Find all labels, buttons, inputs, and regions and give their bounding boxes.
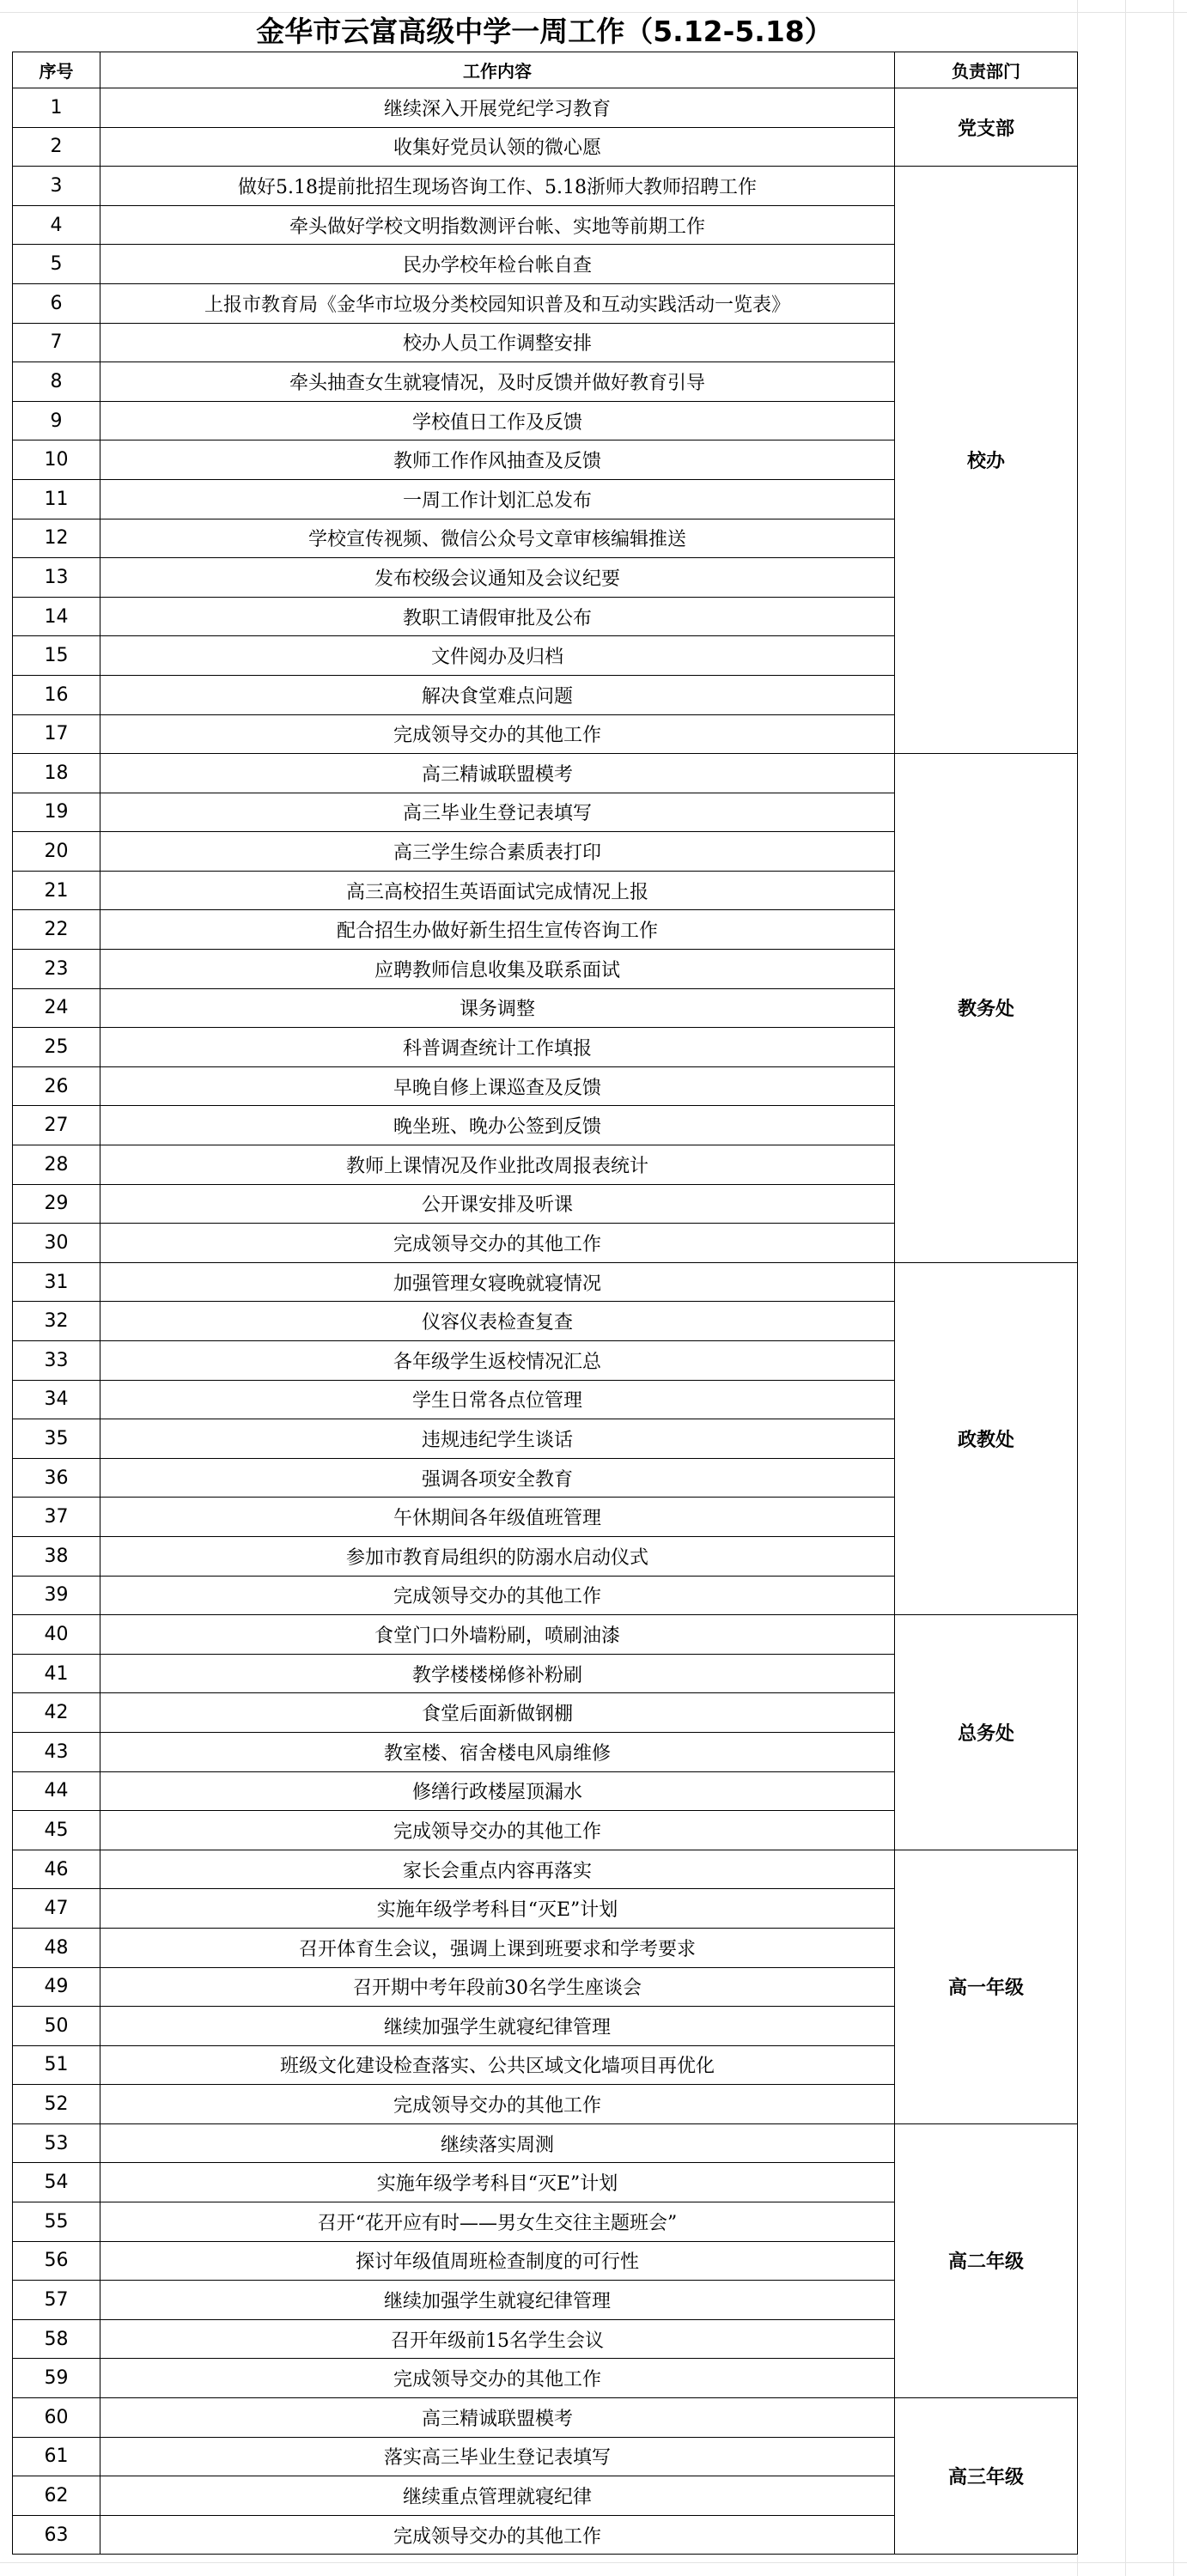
row-number-cell: 22 <box>13 910 100 950</box>
task-cell: 召开“花开应有时——男女生交往主题班会” <box>100 2202 895 2242</box>
row-number-cell: 28 <box>13 1145 100 1185</box>
row-number-cell: 48 <box>13 1928 100 1967</box>
task-cell: 教师工作作风抽查及反馈 <box>100 440 895 480</box>
row-number-cell: 18 <box>13 754 100 793</box>
table-row <box>13 1262 1078 1302</box>
row-number-cell: 24 <box>13 988 100 1028</box>
row-number-cell: 17 <box>13 714 100 754</box>
header-row <box>13 52 1078 88</box>
department-cell: 总务处 <box>895 1615 1078 1850</box>
task-cell: 应聘教师信息收集及联系面试 <box>100 950 895 989</box>
table-row <box>13 2123 1078 2163</box>
task-cell: 食堂后面新做钢棚 <box>100 1693 895 1733</box>
task-cell: 高三学生综合素质表打印 <box>100 832 895 872</box>
row-number-cell: 56 <box>13 2241 100 2281</box>
department-cell: 政教处 <box>895 1262 1078 1614</box>
page-title: 金华市云富高级中学一周工作（5.12-5.18） <box>256 15 833 48</box>
task-cell: 解决食堂难点问题 <box>100 675 895 714</box>
row-number-cell: 47 <box>13 1889 100 1929</box>
task-cell: 教学楼楼梯修补粉刷 <box>100 1654 895 1693</box>
task-cell: 高三高校招生英语面试完成情况上报 <box>100 871 895 910</box>
task-cell: 高三精诚联盟模考 <box>100 2398 895 2438</box>
task-cell: 上报市教育局《金华市垃圾分类校园知识普及和互动实践活动一览表》 <box>100 283 895 323</box>
row-number-cell: 3 <box>13 167 100 206</box>
task-cell: 班级文化建设检查落实、公共区域文化墙项目再优化 <box>100 2045 895 2085</box>
task-cell: 完成领导交办的其他工作 <box>100 1576 895 1615</box>
task-cell: 参加市教育局组织的防溺水启动仪式 <box>100 1536 895 1576</box>
task-cell: 实施年级学考科目“灭E”计划 <box>100 2163 895 2202</box>
row-number-cell: 1 <box>13 88 100 128</box>
task-cell: 学校宣传视频、微信公众号文章审核编辑推送 <box>100 519 895 558</box>
row-number-cell: 38 <box>13 1536 100 1576</box>
task-cell: 文件阅办及归档 <box>100 636 895 676</box>
table-body <box>13 88 1078 2555</box>
row-number-cell: 32 <box>13 1302 100 1341</box>
row-number-cell: 40 <box>13 1615 100 1655</box>
row-number-cell: 39 <box>13 1576 100 1615</box>
row-number-cell: 55 <box>13 2202 100 2242</box>
task-cell: 完成领导交办的其他工作 <box>100 2515 895 2555</box>
work-table <box>12 52 1078 2555</box>
row-number-cell: 63 <box>13 2515 100 2555</box>
row-number-cell: 42 <box>13 1693 100 1733</box>
task-cell: 配合招生办做好新生招生宣传咨询工作 <box>100 910 895 950</box>
row-number-cell: 57 <box>13 2281 100 2320</box>
task-cell: 继续重点管理就寝纪律 <box>100 2476 895 2516</box>
task-cell: 召开体育生会议，强调上课到班要求和学考要求 <box>100 1928 895 1967</box>
header-department: 负责部门 <box>895 52 1078 88</box>
row-number-cell: 53 <box>13 2123 100 2163</box>
task-cell: 午休期间各年级值班管理 <box>100 1498 895 1537</box>
row-number-cell: 61 <box>13 2437 100 2476</box>
task-cell: 科普调查统计工作填报 <box>100 1028 895 1067</box>
row-number-cell: 36 <box>13 1458 100 1498</box>
row-number-cell: 6 <box>13 283 100 323</box>
row-number-cell: 4 <box>13 205 100 245</box>
table-row <box>13 167 1078 206</box>
task-cell: 晚坐班、晚办公签到反馈 <box>100 1106 895 1145</box>
row-number-cell: 51 <box>13 2045 100 2085</box>
row-number-cell: 59 <box>13 2359 100 2398</box>
task-cell: 收集好党员认领的微心愿 <box>100 127 895 167</box>
task-cell: 完成领导交办的其他工作 <box>100 2359 895 2398</box>
column-gridline <box>1173 0 1174 2576</box>
task-cell: 牵头抽查女生就寝情况，及时反馈并做好教育引导 <box>100 362 895 402</box>
task-cell: 落实高三毕业生登记表填写 <box>100 2437 895 2476</box>
task-cell: 仪容仪表检查复查 <box>100 1302 895 1341</box>
row-number-cell: 34 <box>13 1380 100 1419</box>
row-number-cell: 15 <box>13 636 100 676</box>
row-number-cell: 46 <box>13 1850 100 1889</box>
department-cell: 高一年级 <box>895 1850 1078 2123</box>
row-number-cell: 30 <box>13 1224 100 1263</box>
task-cell: 完成领导交办的其他工作 <box>100 714 895 754</box>
task-cell: 完成领导交办的其他工作 <box>100 1224 895 1263</box>
task-cell: 早晚自修上课巡查及反馈 <box>100 1066 895 1106</box>
row-number-cell: 21 <box>13 871 100 910</box>
table-row <box>13 1615 1078 1655</box>
department-cell: 党支部 <box>895 88 1078 167</box>
department-cell: 高三年级 <box>895 2398 1078 2555</box>
row-number-cell: 8 <box>13 362 100 402</box>
row-number-cell: 16 <box>13 675 100 714</box>
task-cell: 实施年级学考科目“灭E”计划 <box>100 1889 895 1929</box>
department-cell: 教务处 <box>895 754 1078 1263</box>
row-number-cell: 25 <box>13 1028 100 1067</box>
row-number-cell: 41 <box>13 1654 100 1693</box>
task-cell: 教室楼、宿舍楼电风扇维修 <box>100 1732 895 1771</box>
row-number-cell: 45 <box>13 1811 100 1850</box>
task-cell: 家长会重点内容再落实 <box>100 1850 895 1889</box>
row-number-cell: 20 <box>13 832 100 872</box>
row-number-cell: 44 <box>13 1771 100 1811</box>
task-cell: 完成领导交办的其他工作 <box>100 2085 895 2124</box>
table-row <box>13 88 1078 128</box>
task-cell: 召开期中考年段前30名学生座谈会 <box>100 1967 895 2007</box>
task-cell: 校办人员工作调整安排 <box>100 323 895 362</box>
task-cell: 继续加强学生就寝纪律管理 <box>100 2281 895 2320</box>
task-cell: 一周工作计划汇总发布 <box>100 479 895 519</box>
row-number-cell: 62 <box>13 2476 100 2516</box>
task-cell: 各年级学生返校情况汇总 <box>100 1341 895 1381</box>
row-number-cell: 27 <box>13 1106 100 1145</box>
row-number-cell: 35 <box>13 1419 100 1459</box>
row-number-cell: 9 <box>13 401 100 440</box>
row-number-cell: 52 <box>13 2085 100 2124</box>
row-number-cell: 12 <box>13 519 100 558</box>
task-cell: 违规违纪学生谈话 <box>100 1419 895 1459</box>
task-cell: 民办学校年检台帐自查 <box>100 245 895 284</box>
row-number-cell: 26 <box>13 1066 100 1106</box>
task-cell: 教师上课情况及作业批改周报表统计 <box>100 1145 895 1185</box>
task-cell: 高三精诚联盟模考 <box>100 754 895 793</box>
task-cell: 继续深入开展党纪学习教育 <box>100 88 895 128</box>
row-number-cell: 29 <box>13 1184 100 1224</box>
task-cell: 发布校级会议通知及会议纪要 <box>100 558 895 598</box>
task-cell: 强调各项安全教育 <box>100 1458 895 1498</box>
task-cell: 高三毕业生登记表填写 <box>100 793 895 832</box>
row-number-cell: 50 <box>13 2007 100 2046</box>
row-number-cell: 58 <box>13 2319 100 2359</box>
row-gridline <box>0 2562 1187 2563</box>
task-cell: 食堂门口外墙粉刷，喷刷油漆 <box>100 1615 895 1655</box>
row-number-cell: 19 <box>13 793 100 832</box>
row-number-cell: 11 <box>13 479 100 519</box>
row-number-cell: 14 <box>13 597 100 636</box>
task-cell: 课务调整 <box>100 988 895 1028</box>
row-number-cell: 37 <box>13 1498 100 1537</box>
table-row <box>13 1850 1078 1889</box>
task-cell: 继续加强学生就寝纪律管理 <box>100 2007 895 2046</box>
task-cell: 做好5.18提前批招生现场咨询工作、5.18浙师大教师招聘工作 <box>100 167 895 206</box>
task-cell: 学生日常各点位管理 <box>100 1380 895 1419</box>
header-number: 序号 <box>13 52 100 88</box>
department-cell: 高二年级 <box>895 2123 1078 2397</box>
department-cell: 校办 <box>895 167 1078 754</box>
row-number-cell: 49 <box>13 1967 100 2007</box>
table-row <box>13 2398 1078 2438</box>
header-task: 工作内容 <box>100 52 895 88</box>
row-number-cell: 43 <box>13 1732 100 1771</box>
row-number-cell: 31 <box>13 1262 100 1302</box>
task-cell: 牵头做好学校文明指数测评台帐、实地等前期工作 <box>100 205 895 245</box>
task-cell: 修缮行政楼屋顶漏水 <box>100 1771 895 1811</box>
row-number-cell: 5 <box>13 245 100 284</box>
task-cell: 召开年级前15名学生会议 <box>100 2319 895 2359</box>
column-gridline <box>1125 0 1126 2576</box>
row-number-cell: 23 <box>13 950 100 989</box>
row-number-cell: 33 <box>13 1341 100 1381</box>
task-cell: 继续落实周测 <box>100 2123 895 2163</box>
task-cell: 学校值日工作及反馈 <box>100 401 895 440</box>
task-cell: 加强管理女寝晚就寝情况 <box>100 1262 895 1302</box>
table-row <box>13 754 1078 793</box>
row-number-cell: 10 <box>13 440 100 480</box>
task-cell: 探讨年级值周班检查制度的可行性 <box>100 2241 895 2281</box>
row-number-cell: 54 <box>13 2163 100 2202</box>
row-number-cell: 7 <box>13 323 100 362</box>
row-number-cell: 60 <box>13 2398 100 2438</box>
row-number-cell: 13 <box>13 558 100 598</box>
row-number-cell: 2 <box>13 127 100 167</box>
task-cell: 教职工请假审批及公布 <box>100 597 895 636</box>
task-cell: 完成领导交办的其他工作 <box>100 1811 895 1850</box>
task-cell: 公开课安排及听课 <box>100 1184 895 1224</box>
